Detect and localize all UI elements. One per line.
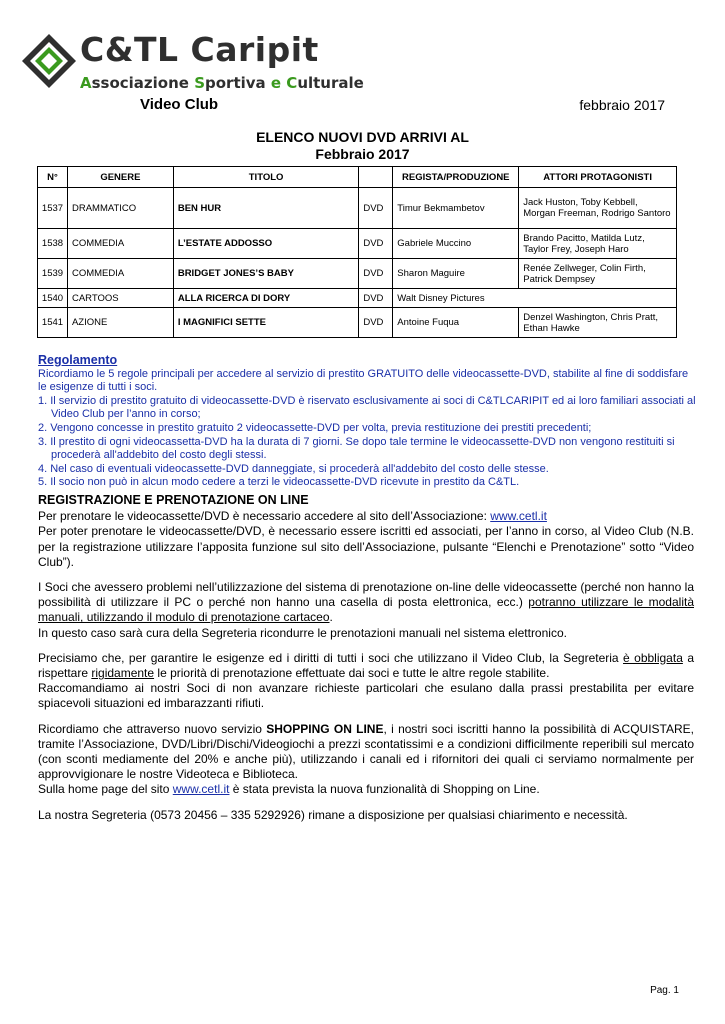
logo-diamond-icon xyxy=(20,32,78,90)
table-row xyxy=(38,259,677,289)
cell-num: 1539 xyxy=(38,259,68,289)
table-row xyxy=(38,229,677,259)
table-row xyxy=(38,289,677,308)
cell-regista: Walt Disney Pictures xyxy=(393,289,677,308)
regolamento-heading: Regolamento xyxy=(38,353,118,367)
cell-formato: DVD xyxy=(359,308,393,338)
paragraph: Sulla home page del sito www.cetl.it è stata prevista la nuova funzionalità di Shopping on Line. xyxy=(38,782,540,797)
paragraph: In questo caso sarà cura della Segreteria ricondurre le prenotazioni manuali nel sistema elettronico. xyxy=(38,625,567,640)
cell-titolo: BEN HUR xyxy=(173,188,359,229)
column-header: REGISTA/PRODUZIONE xyxy=(393,167,519,188)
header-date: febbraio 2017 xyxy=(579,97,665,113)
paragraph: Ricordiamo che attraverso nuovo servizio SHOPPING ON LINE, i nostri soci iscritti hanno la possibilità di ACQUISTARE, tramite l’Associazione, DVD/Libri/Dischi/Videogiochi a prezzi scontatissimi e a condizioni difficilmente reperibili sul mercato (con sconti mediamente del 20% e anche più), utilizzando i canali ed i rifornitori dei quali ci serviamo normalmente per approvvigionare le nostre Videoteca e Biblioteca. xyxy=(38,721,694,782)
cell-genere: DRAMMATICO xyxy=(67,188,173,229)
cell-formato: DVD xyxy=(359,259,393,289)
column-header: TITOLO xyxy=(173,167,359,188)
paragraph: Precisiamo che, per garantire le esigenze ed i diritti di tutti i soci che utilizzano il Video Club, la Segreteria è obbligata a rispettare rigidamente le priorità di prenotazione effettuate dai soci e tutte le altre regole stabilite. xyxy=(38,650,694,681)
dvd-table xyxy=(37,166,677,338)
regolamento-item: 4. Nel caso di eventuali videocassette-DVD danneggiate, si procederà all'addebito del costo delle stesse. xyxy=(38,462,549,475)
cell-formato: DVD xyxy=(359,188,393,229)
cell-num: 1537 xyxy=(38,188,68,229)
regolamento-item: 3. Il prestito di ogni videocassetta-DVD ha la durata di 7 giorni. Se dopo tale termine le videocassette-DVD non vengono restituiti si procederà all'addebito del costo degli stessi. xyxy=(38,435,675,462)
cell-regista: Gabriele Muccino xyxy=(393,229,519,259)
list-subtitle: Febbraio 2017 xyxy=(315,146,410,162)
cell-titolo: ALLA RICERCA DI DORY xyxy=(173,289,359,308)
cell-formato: DVD xyxy=(359,229,393,259)
cell-titolo: I MAGNIFICI SETTE xyxy=(173,308,359,338)
registrazione-section xyxy=(38,493,694,823)
regolamento-item: 5. Il socio non può in alcun modo cedere a terzi le videocassette-DVD ricevute in prestito da C&TL. xyxy=(38,476,520,489)
cell-genere: COMMEDIA xyxy=(67,229,173,259)
column-header: N° xyxy=(38,167,68,188)
logo-subtitle: Associazione Sportiva e Culturale xyxy=(80,74,364,92)
column-header: ATTORI PROTAGONISTI xyxy=(519,167,677,188)
paragraph: Per prenotare le videocassette/DVD è necessario accedere al sito dell’Associazione: www.cetl.it xyxy=(38,509,547,524)
website-link[interactable]: www.cetl.it xyxy=(172,782,230,797)
cell-attori: Renée Zellweger, Colin Firth, Patrick Dempsey xyxy=(519,259,677,289)
cell-attori: Denzel Washington, Chris Pratt, Ethan Hawke xyxy=(519,308,677,338)
cell-genere: CARTOOS xyxy=(67,289,173,308)
cell-genere: AZIONE xyxy=(67,308,173,338)
paragraph: La nostra Segreteria (0573 20456 – 335 5292926) rimane a disposizione per qualsiasi chiarimento e necessità. xyxy=(38,807,628,822)
paragraph: Per poter prenotare le videocassette/DVD, è necessario essere iscritti ed associati, per l’anno in corso, al Video Club (N.B. per la registrazione utilizzare l’apposita funzione sul sito dell’Associazione, pulsante “Elenchi e Prenotazione” sotto “Video Club”). xyxy=(38,524,694,569)
cell-num: 1541 xyxy=(38,308,68,338)
logo-title: C&TL Caripit xyxy=(80,30,319,69)
table-row xyxy=(38,188,677,229)
cell-attori: Jack Huston, Toby Kebbell, Morgan Freeman, Rodrigo Santoro xyxy=(519,188,677,229)
registrazione-heading: REGISTRAZIONE E PRENOTAZIONE ON LINE xyxy=(38,493,309,507)
regolamento-item: 1. Il servizio di prestito gratuito di videocassette-DVD è riservato esclusivamente ai soci di C&TLCARIPIT ed ai loro familiari associati al Video Club per l’anno in corso; xyxy=(38,394,696,421)
table-header-row xyxy=(38,167,677,188)
cell-num: 1538 xyxy=(38,229,68,259)
column-header xyxy=(359,167,393,188)
cell-attori: Brando Pacitto, Matilda Lutz, Taylor Frey, Joseph Haro xyxy=(519,229,677,259)
paragraph: I Soci che avessero problemi nell’utilizzazione del sistema di prenotazione on-line delle videocassette (perché non hanno la possibilità di utilizzare il PC o perché non hanno una casella di posta elettronica, ecc.) potranno utilizzare le modalità manuali, utilizzando il modulo di prenotazione cartaceo. xyxy=(38,580,694,625)
paragraph: Raccomandiamo ai nostri Soci di non avanzare richieste particolari che esulano dalla prassi prestabilita per evitare spiacevoli situazioni ed imbarazzanti rifiuti. xyxy=(38,681,694,711)
regolamento-item: 2. Vengono concesse in prestito gratuito 2 videocassette-DVD per volta, previa restituzione dei prestiti precedenti; xyxy=(38,421,592,434)
regolamento-intro: Ricordiamo le 5 regole principali per accedere al servizio di prestito GRATUITO delle videocassette-DVD, stabilite al fine di soddisfare le esigenze di tutti i soci. xyxy=(38,367,689,394)
association-logo xyxy=(20,28,364,98)
page-number: Pag. 1 xyxy=(650,985,679,996)
table-row xyxy=(38,308,677,338)
website-link[interactable]: www.cetl.it xyxy=(490,509,547,524)
video-club-title: Video Club xyxy=(140,96,219,113)
cell-regista: Sharon Maguire xyxy=(393,259,519,289)
cell-regista: Timur Bekmambetov xyxy=(393,188,519,229)
regolamento-section xyxy=(38,354,696,490)
cell-formato: DVD xyxy=(359,289,393,308)
cell-num: 1540 xyxy=(38,289,68,308)
cell-genere: COMMEDIA xyxy=(67,259,173,289)
cell-titolo: L’ESTATE ADDOSSO xyxy=(173,229,359,259)
cell-titolo: BRIDGET JONES’S BABY xyxy=(173,259,359,289)
list-title: ELENCO NUOVI DVD ARRIVI AL xyxy=(256,129,469,145)
column-header: GENERE xyxy=(67,167,173,188)
cell-regista: Antoine Fuqua xyxy=(393,308,519,338)
